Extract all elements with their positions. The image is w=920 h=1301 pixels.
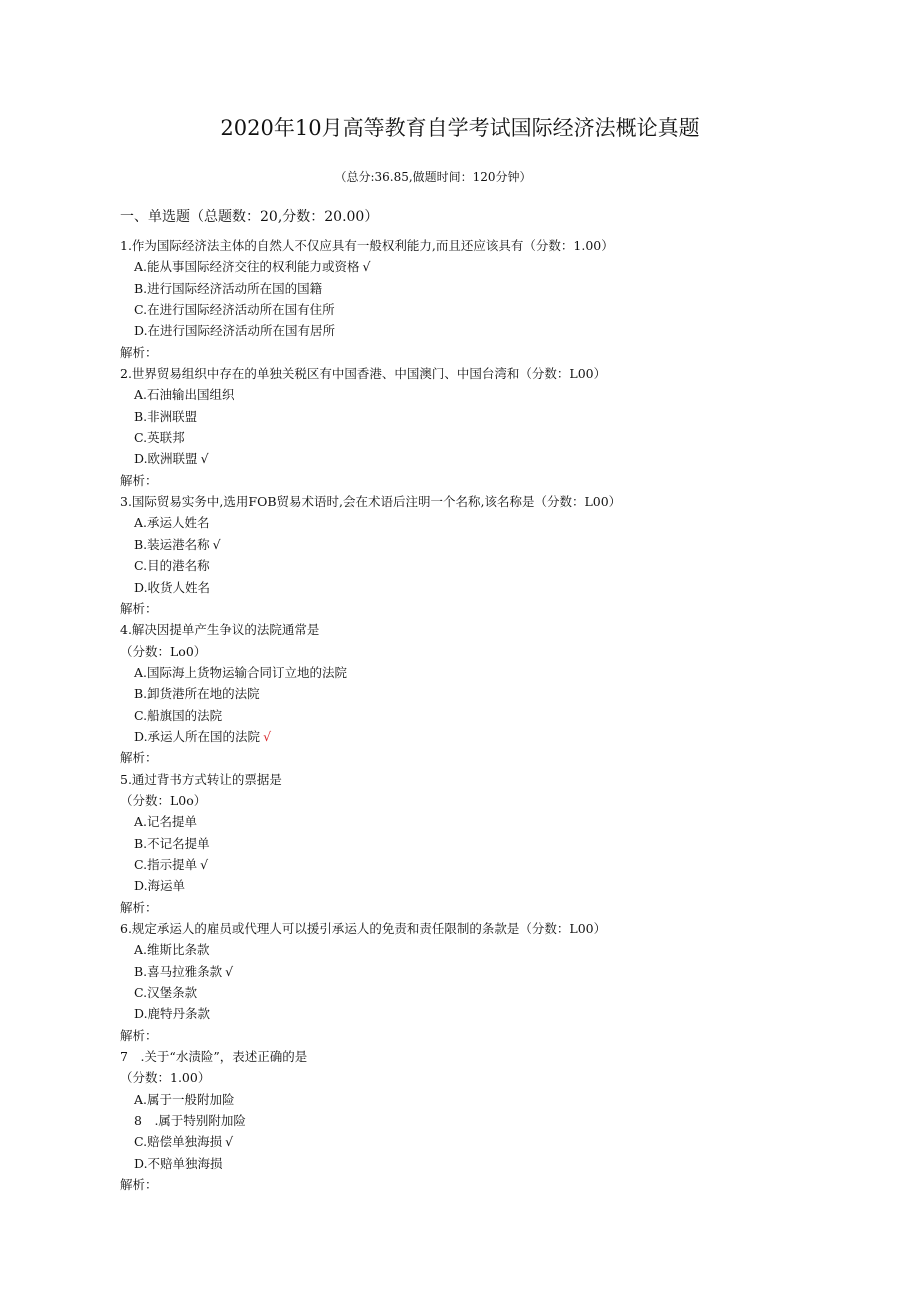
answer-option xyxy=(120,1153,880,1174)
answer-option xyxy=(120,811,880,832)
option-text: B.装运港名称 xyxy=(134,536,210,552)
check-mark-icon: √ xyxy=(263,728,272,744)
answer-option xyxy=(120,555,880,576)
option-text: A.石油输出国组织 xyxy=(134,387,235,403)
answer-option xyxy=(120,320,880,341)
option-text: B.喜马拉雅条款 xyxy=(134,963,223,979)
option-text: C.英联邦 xyxy=(134,430,185,446)
answer-option xyxy=(120,577,880,598)
answer-option xyxy=(120,982,880,1003)
option-text: B.非洲联盟 xyxy=(134,408,198,424)
answer-option xyxy=(120,939,880,960)
document-subtitle: （总分:36.85,做题时间：120分钟） xyxy=(334,170,532,184)
question-score: （分数：1.00） xyxy=(120,1070,211,1086)
option-text: B.卸货港所在地的法院 xyxy=(134,686,260,702)
analysis-label: 解析： xyxy=(120,600,158,616)
question-stem: 3.国际贸易实务中,选用FOB贸易术语时,会在术语后注明一个名称,该名称是（分数：L00） xyxy=(120,494,622,510)
option-text: B.进行国际经济活动所在国的国籍 xyxy=(134,280,323,296)
option-text: C.船旗国的法院 xyxy=(134,707,223,723)
answer-option xyxy=(120,726,880,747)
answer-option xyxy=(120,1110,880,1131)
answer-option xyxy=(120,512,880,533)
option-text: D.不赔单独海损 xyxy=(134,1155,223,1171)
option-text: C.目的港名称 xyxy=(134,558,210,574)
answer-option xyxy=(120,705,880,726)
analysis-label: 解析： xyxy=(120,1177,158,1193)
answer-option xyxy=(120,662,880,683)
option-text: D.在进行国际经济活动所在国有居所 xyxy=(134,323,336,339)
answer-option xyxy=(120,875,880,896)
option-text: C.汉堡条款 xyxy=(134,985,198,1001)
option-text: A.属于一般附加险 xyxy=(134,1091,235,1107)
option-text: C.指示提单 xyxy=(134,856,198,872)
answer-option xyxy=(120,299,880,320)
question-stem: 7 .关于“水渍险”，表述正确的是 xyxy=(120,1049,308,1065)
question-score: （分数：L0o） xyxy=(120,792,207,808)
question-stem: 1.作为国际经济法主体的自然人不仅应具有一般权利能力,而且还应该具有（分数：1.00） xyxy=(120,238,614,253)
answer-option xyxy=(120,427,880,448)
option-text: C.赔偿单独海损 xyxy=(134,1134,223,1150)
question-list xyxy=(120,235,880,1195)
answer-option xyxy=(120,1003,880,1024)
check-mark-icon: √ xyxy=(212,536,221,552)
option-text: A.维斯比条款 xyxy=(134,942,210,958)
check-mark-icon: √ xyxy=(200,451,209,467)
option-text: D.欧洲联盟 xyxy=(134,451,198,467)
answer-option xyxy=(120,406,880,427)
question-score: （分数：Lo0） xyxy=(120,643,207,659)
answer-option xyxy=(120,384,880,405)
answer-option xyxy=(120,1089,880,1110)
document-title: 2020年10月高等教育自学考试国际经济法概论真题 xyxy=(220,116,700,140)
answer-option xyxy=(120,833,880,854)
answer-option xyxy=(120,256,880,277)
option-text: B.不记名提单 xyxy=(134,835,210,851)
answer-option xyxy=(120,278,880,299)
answer-option xyxy=(120,448,880,469)
option-text: D.海运单 xyxy=(134,878,186,894)
question-stem: 5.通过背书方式转让的票据是 xyxy=(120,771,282,787)
answer-option xyxy=(120,1131,880,1152)
question-stem: 2.世界贸易组织中存在的单独关税区有中国香港、中国澳门、中国台湾和（分数：L00） xyxy=(120,366,607,382)
option-text: 8 .属于特别附加险 xyxy=(134,1113,246,1129)
question-stem: 4.解决因提单产生争议的法院通常是 xyxy=(120,622,320,638)
check-mark-icon: √ xyxy=(200,856,209,872)
option-text: A.能从事国际经济交往的权利能力或资格 xyxy=(134,259,360,275)
option-text: A.国际海上货物运输合同订立地的法院 xyxy=(134,664,348,680)
option-text: D.收货人姓名 xyxy=(134,579,211,595)
answer-option xyxy=(120,961,880,982)
check-mark-icon: √ xyxy=(225,1134,234,1150)
analysis-label: 解析： xyxy=(120,750,158,766)
question-stem: 6.规定承运人的雇员或代理人可以援引承运人的免责和责任限制的条款是（分数：L00） xyxy=(120,921,607,936)
option-text: A.记名提单 xyxy=(134,814,198,830)
analysis-label: 解析： xyxy=(120,344,158,360)
analysis-label: 解析： xyxy=(120,472,158,488)
check-mark-icon: √ xyxy=(362,259,371,275)
answer-option xyxy=(120,534,880,555)
analysis-label: 解析： xyxy=(120,899,158,915)
answer-option xyxy=(120,854,880,875)
section-heading: 一、单选题（总题数：20,分数：20.00） xyxy=(120,209,379,225)
analysis-label: 解析： xyxy=(120,1027,158,1043)
option-text: D.承运人所在国的法院 xyxy=(134,728,261,744)
check-mark-icon: √ xyxy=(225,963,234,979)
option-text: C.在进行国际经济活动所在国有住所 xyxy=(134,302,335,318)
option-text: A.承运人姓名 xyxy=(134,515,210,531)
option-text: D.鹿特丹条款 xyxy=(134,1006,211,1022)
answer-option xyxy=(120,683,880,704)
